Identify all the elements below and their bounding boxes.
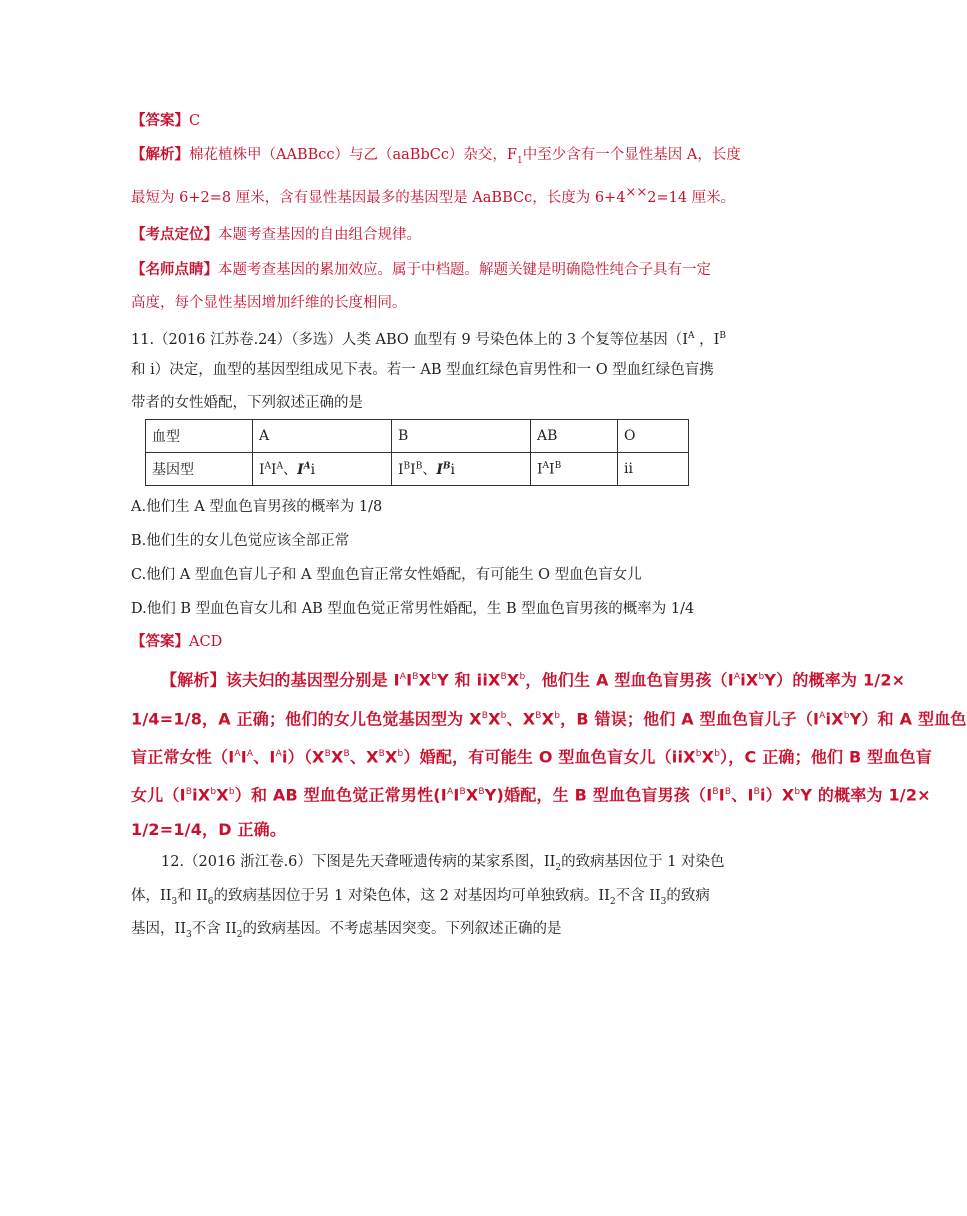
analysis2-line-1: 【解析】该夫妇的基因型分别是 $I^AI^BX^bY$ 和 $iiX^BX^b$，他们生 A 型血色盲男孩$(I^AiX^bY)$的概率为 1/2×: [161, 670, 906, 690]
multiply-sign: ××: [625, 185, 648, 200]
analysis2-line-5: 1/2=1/4，D 正确。: [131, 820, 287, 839]
subscript: 1: [517, 155, 523, 166]
q11-line-3: [131, 393, 363, 413]
analysis-text: 最短为 6+2=8 厘米，含有显性基因最多的基因型是 AaBBCc，长度为 6+4: [131, 190, 626, 206]
q12-line-2: 体，$II_3$和 $II_6$的致病基因位于另 1 对染色体，这 2 对基因均可单独致病。$II_2$不含 $II_3$的致病: [131, 888, 710, 907]
option-b: B.他们生的女儿色觉应该全部正常: [131, 533, 350, 549]
option-d: D.他们 B 型血色盲女儿和 AB 型血色觉正常男性婚配，生 B 型血色盲男孩的概率为 1/4: [131, 601, 695, 617]
analysis-text: 2=14 厘米。: [647, 190, 736, 206]
question-text: 带者的女性婚配，下列叙述正确的是: [131, 395, 363, 411]
option-c: C.他们 A 型血色盲儿子和 A 型血色盲正常女性婚配，有可能生 O 型血色盲女儿: [131, 567, 642, 583]
genotype-b: $I^BI^B$、$I^Bi$: [392, 453, 531, 486]
analysis2-line-2: 1/4=1/8，A 正确；他们的女儿色觉基因型为 $X^BX^b$、$X^BX^b$，B 错误；他们 A 型血色盲儿子$(I^AiX^bY)$和 A 型血色: [131, 709, 967, 729]
answer-line-1: [131, 111, 200, 131]
superscript: B: [719, 331, 726, 341]
genotype-ab: $I^AI^B$: [531, 453, 618, 486]
table-cell: O: [618, 420, 689, 453]
analysis2-line-3: 盲正常女性（$I^AI^A$、$I^Ai)(X^BX^B$、$X^BX^b$）婚配，有可能生 O 型血色盲女儿$(iiX^bX^b)$，C 正确；他们 B 型血色盲: [131, 747, 932, 767]
q11-line-2: [131, 360, 714, 380]
analysis-text: 棉花植株甲（AABBcc）与乙（aaBbCc）杂交，F: [189, 147, 517, 163]
analysis-label: 【解析】: [131, 146, 189, 163]
mingshi-text: 高度，每个显性基因增加纤维的长度相同。: [131, 295, 407, 311]
q12-line-3: 基因，$II_3$不含 $II_2$的致病基因。不考虑基因突变。下列叙述正确的是: [131, 921, 562, 940]
analysis-text: 中至少含有一个显性基因 A，长度: [522, 147, 741, 163]
answer-label: 【答案】: [131, 112, 189, 129]
kaodian-label: 【考点定位】: [131, 226, 218, 243]
genotype-o: ii: [618, 453, 689, 486]
table-cell: AB: [531, 420, 618, 453]
table-cell: 血型: [146, 420, 253, 453]
question-text: 11.（2016 江苏卷.24）（多选）人类 ABO 血型有 9 号染色体上的 3 个复等位基因（I: [131, 331, 688, 348]
mingshi-line-2: [131, 293, 407, 313]
mingshi-line-1: [131, 260, 711, 280]
q11-line-1: [131, 326, 726, 350]
mingshi-text: 本题考查基因的累加效应。属于中档题。解题关键是明确隐性纯合子具有一定: [218, 262, 711, 278]
question-text: ，I: [694, 331, 720, 348]
answer-value: C: [189, 113, 201, 129]
blood-type-table: [145, 419, 689, 486]
genotype-a: $I^AI^A$、$I^Ai$: [253, 453, 392, 486]
question-text: 和 i）决定，血型的基因型组成见下表。若一 AB 型血红绿色盲男性和一 O 型血红绿色盲携: [131, 362, 714, 378]
answer-line-2: [131, 632, 222, 652]
mingshi-label: 【名师点睛】: [131, 261, 218, 278]
analysis-line-2: [131, 185, 736, 209]
answer-value: ACD: [189, 634, 223, 650]
kaodian-line: [131, 225, 421, 245]
analysis-line-1: [131, 145, 741, 171]
option-a: A.他们生 A 型血色盲男孩的概率为 1/8: [131, 499, 383, 515]
superscript: A: [688, 331, 695, 341]
table-cell: 基因型: [146, 453, 253, 486]
answer-label: 【答案】: [131, 633, 189, 650]
kaodian-text: 本题考查基因的自由组合规律。: [218, 227, 421, 243]
q12-line-1: 12.（2016 浙江卷.6）下图是先天聋哑遗传病的某家系图，$II_2$的致病基因位于 1 对染色: [161, 854, 725, 873]
analysis2-line-4: 女儿$(I^BiX^bX^b)$和 AB 型血色觉正常男性$(I^AI^BX^BY)$婚配，生 B 型血色盲男孩（$I^BI^B$、$I^Bi)X^bY$ 的概率为 1/2×: [131, 785, 931, 805]
analysis-label: 【解析】: [161, 670, 226, 690]
table-row: [146, 420, 689, 453]
table-row: [146, 453, 689, 486]
table-cell: B: [392, 420, 531, 453]
table-cell: A: [253, 420, 392, 453]
